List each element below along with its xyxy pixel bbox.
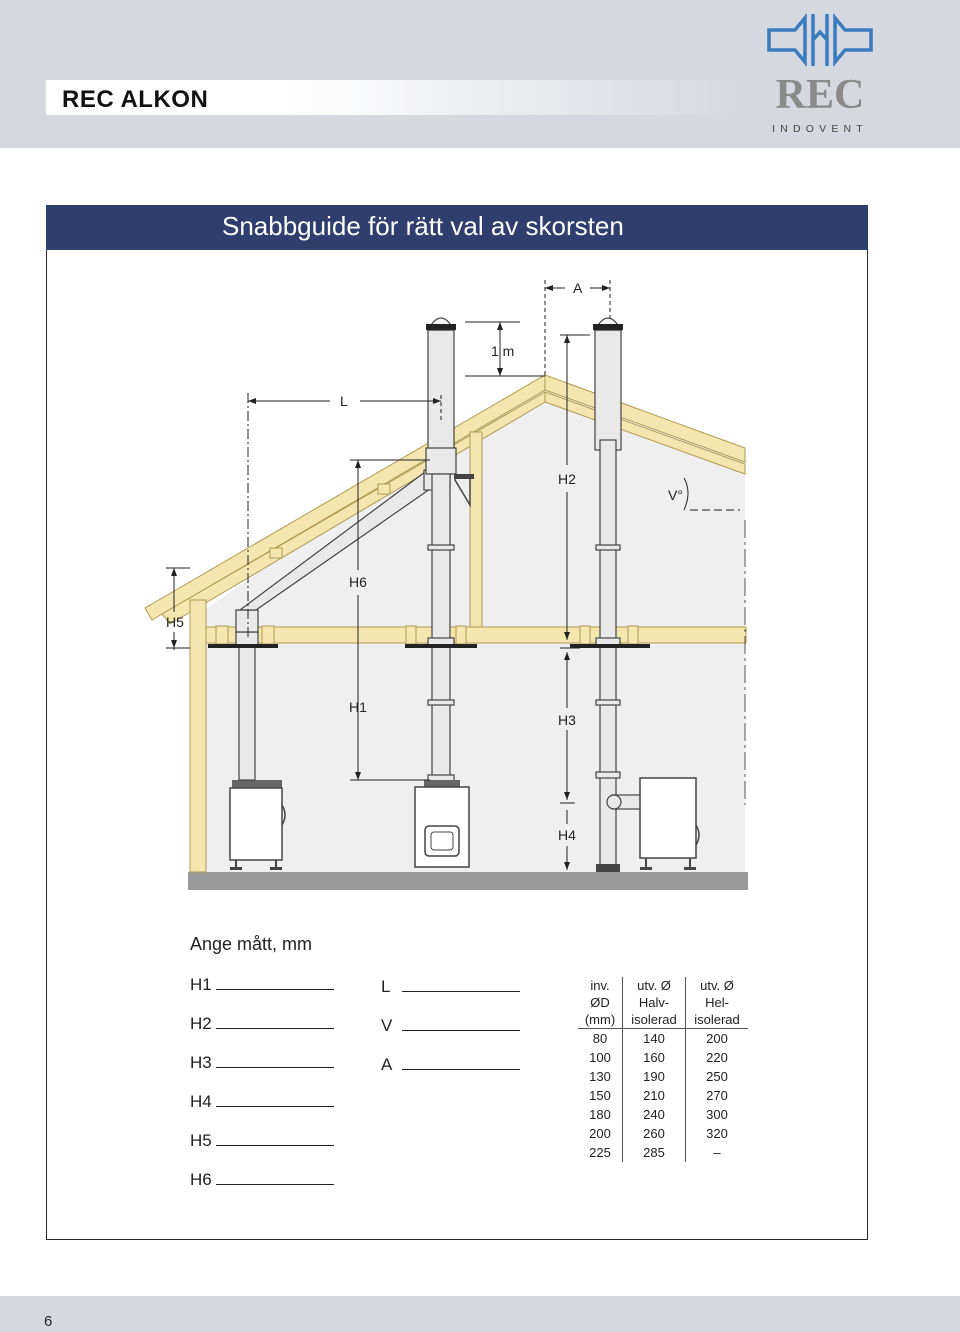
label-H3: H3 [558,712,576,728]
table-header-cell: utv. Ø [686,977,749,994]
table-header-cell: inv. [590,978,610,993]
table-cell: 160 [623,1048,686,1067]
label-V: V° [668,487,683,503]
table-header-row [578,1011,748,1029]
table-header-cell: ØD [590,995,610,1010]
label-1m: 1 m [491,343,515,359]
table-cell: 200 [686,1029,749,1049]
table-cell: 80 [592,1031,608,1046]
stove-left [230,780,285,870]
table-header-row [578,994,748,1011]
table-cell: 300 [686,1105,749,1124]
label-H1: H1 [349,699,367,715]
table-row [578,1067,748,1086]
field-label-l: L [381,977,391,996]
table-cell: 260 [623,1124,686,1143]
table-cell: 210 [623,1086,686,1105]
table-header-cell: isolerad [686,1011,749,1029]
table-cell: 240 [623,1105,686,1124]
label-L: L [340,393,348,409]
table-header-cell: Hel- [686,994,749,1011]
table-cell: 270 [686,1086,749,1105]
floor [188,872,748,890]
table-cell: 150 [589,1088,611,1103]
footer-band [0,1296,960,1332]
table-header-cell: Halv- [623,994,686,1011]
diameter-table [578,977,748,1162]
measure-intro: Ange mått, mm [190,934,313,954]
table-cell: 220 [686,1048,749,1067]
table-cell: 320 [686,1124,749,1143]
table-header-cell: (mm) [578,1011,623,1029]
logo-text: REC [775,72,865,118]
table-header-cell: utv. Ø [623,977,686,994]
field-line-h1[interactable] [216,989,334,990]
table-cell: – [686,1143,749,1162]
guide-title: Snabbguide för rätt val av skorsten [222,211,624,241]
field-line-h5[interactable] [216,1145,334,1146]
label-H2: H2 [558,471,576,487]
field-line-h6[interactable] [216,1184,334,1185]
field-label-h4: H4 [190,1092,212,1111]
field-label-a: A [381,1055,393,1074]
field-line-a[interactable] [402,1069,520,1070]
table-cell: 200 [589,1126,611,1141]
table-row [578,1105,748,1124]
field-line-v[interactable] [402,1030,520,1031]
label-A: A [573,280,583,296]
table-cell: 190 [623,1067,686,1086]
table-row [578,1086,748,1105]
field-label-h3: H3 [190,1053,212,1072]
field-label-h2: H2 [190,1014,212,1033]
field-label-h1: H1 [190,975,212,994]
field-label-h6: H6 [190,1170,212,1189]
table-row [578,1048,748,1067]
field-line-l[interactable] [402,991,520,992]
logo-subtext: INDOVENT [772,123,868,135]
table-header-row [578,977,748,994]
label-H4: H4 [558,827,576,843]
table-cell: 100 [589,1050,611,1065]
chimney-diagram [140,270,760,895]
table-row [578,1143,748,1162]
label-H6: H6 [349,574,367,590]
page-number: 6 [44,1313,53,1330]
table-cell: 250 [686,1067,749,1086]
table-header-cell: isolerad [623,1011,686,1029]
brand-title: REC ALKON [62,86,209,113]
rec-indovent-logo [765,10,875,135]
label-H5: H5 [166,614,184,630]
table-cell: 225 [589,1145,611,1160]
table-cell: 140 [623,1029,686,1049]
table-row [578,1124,748,1143]
table-cell: 285 [623,1143,686,1162]
field-line-h3[interactable] [216,1067,334,1068]
field-line-h4[interactable] [216,1106,334,1107]
table-cell: 130 [589,1069,611,1084]
field-label-h5: H5 [190,1131,212,1150]
field-line-h2[interactable] [216,1028,334,1029]
field-label-v: V [381,1016,393,1035]
table-row [578,1029,748,1049]
table-cell: 180 [589,1107,611,1122]
